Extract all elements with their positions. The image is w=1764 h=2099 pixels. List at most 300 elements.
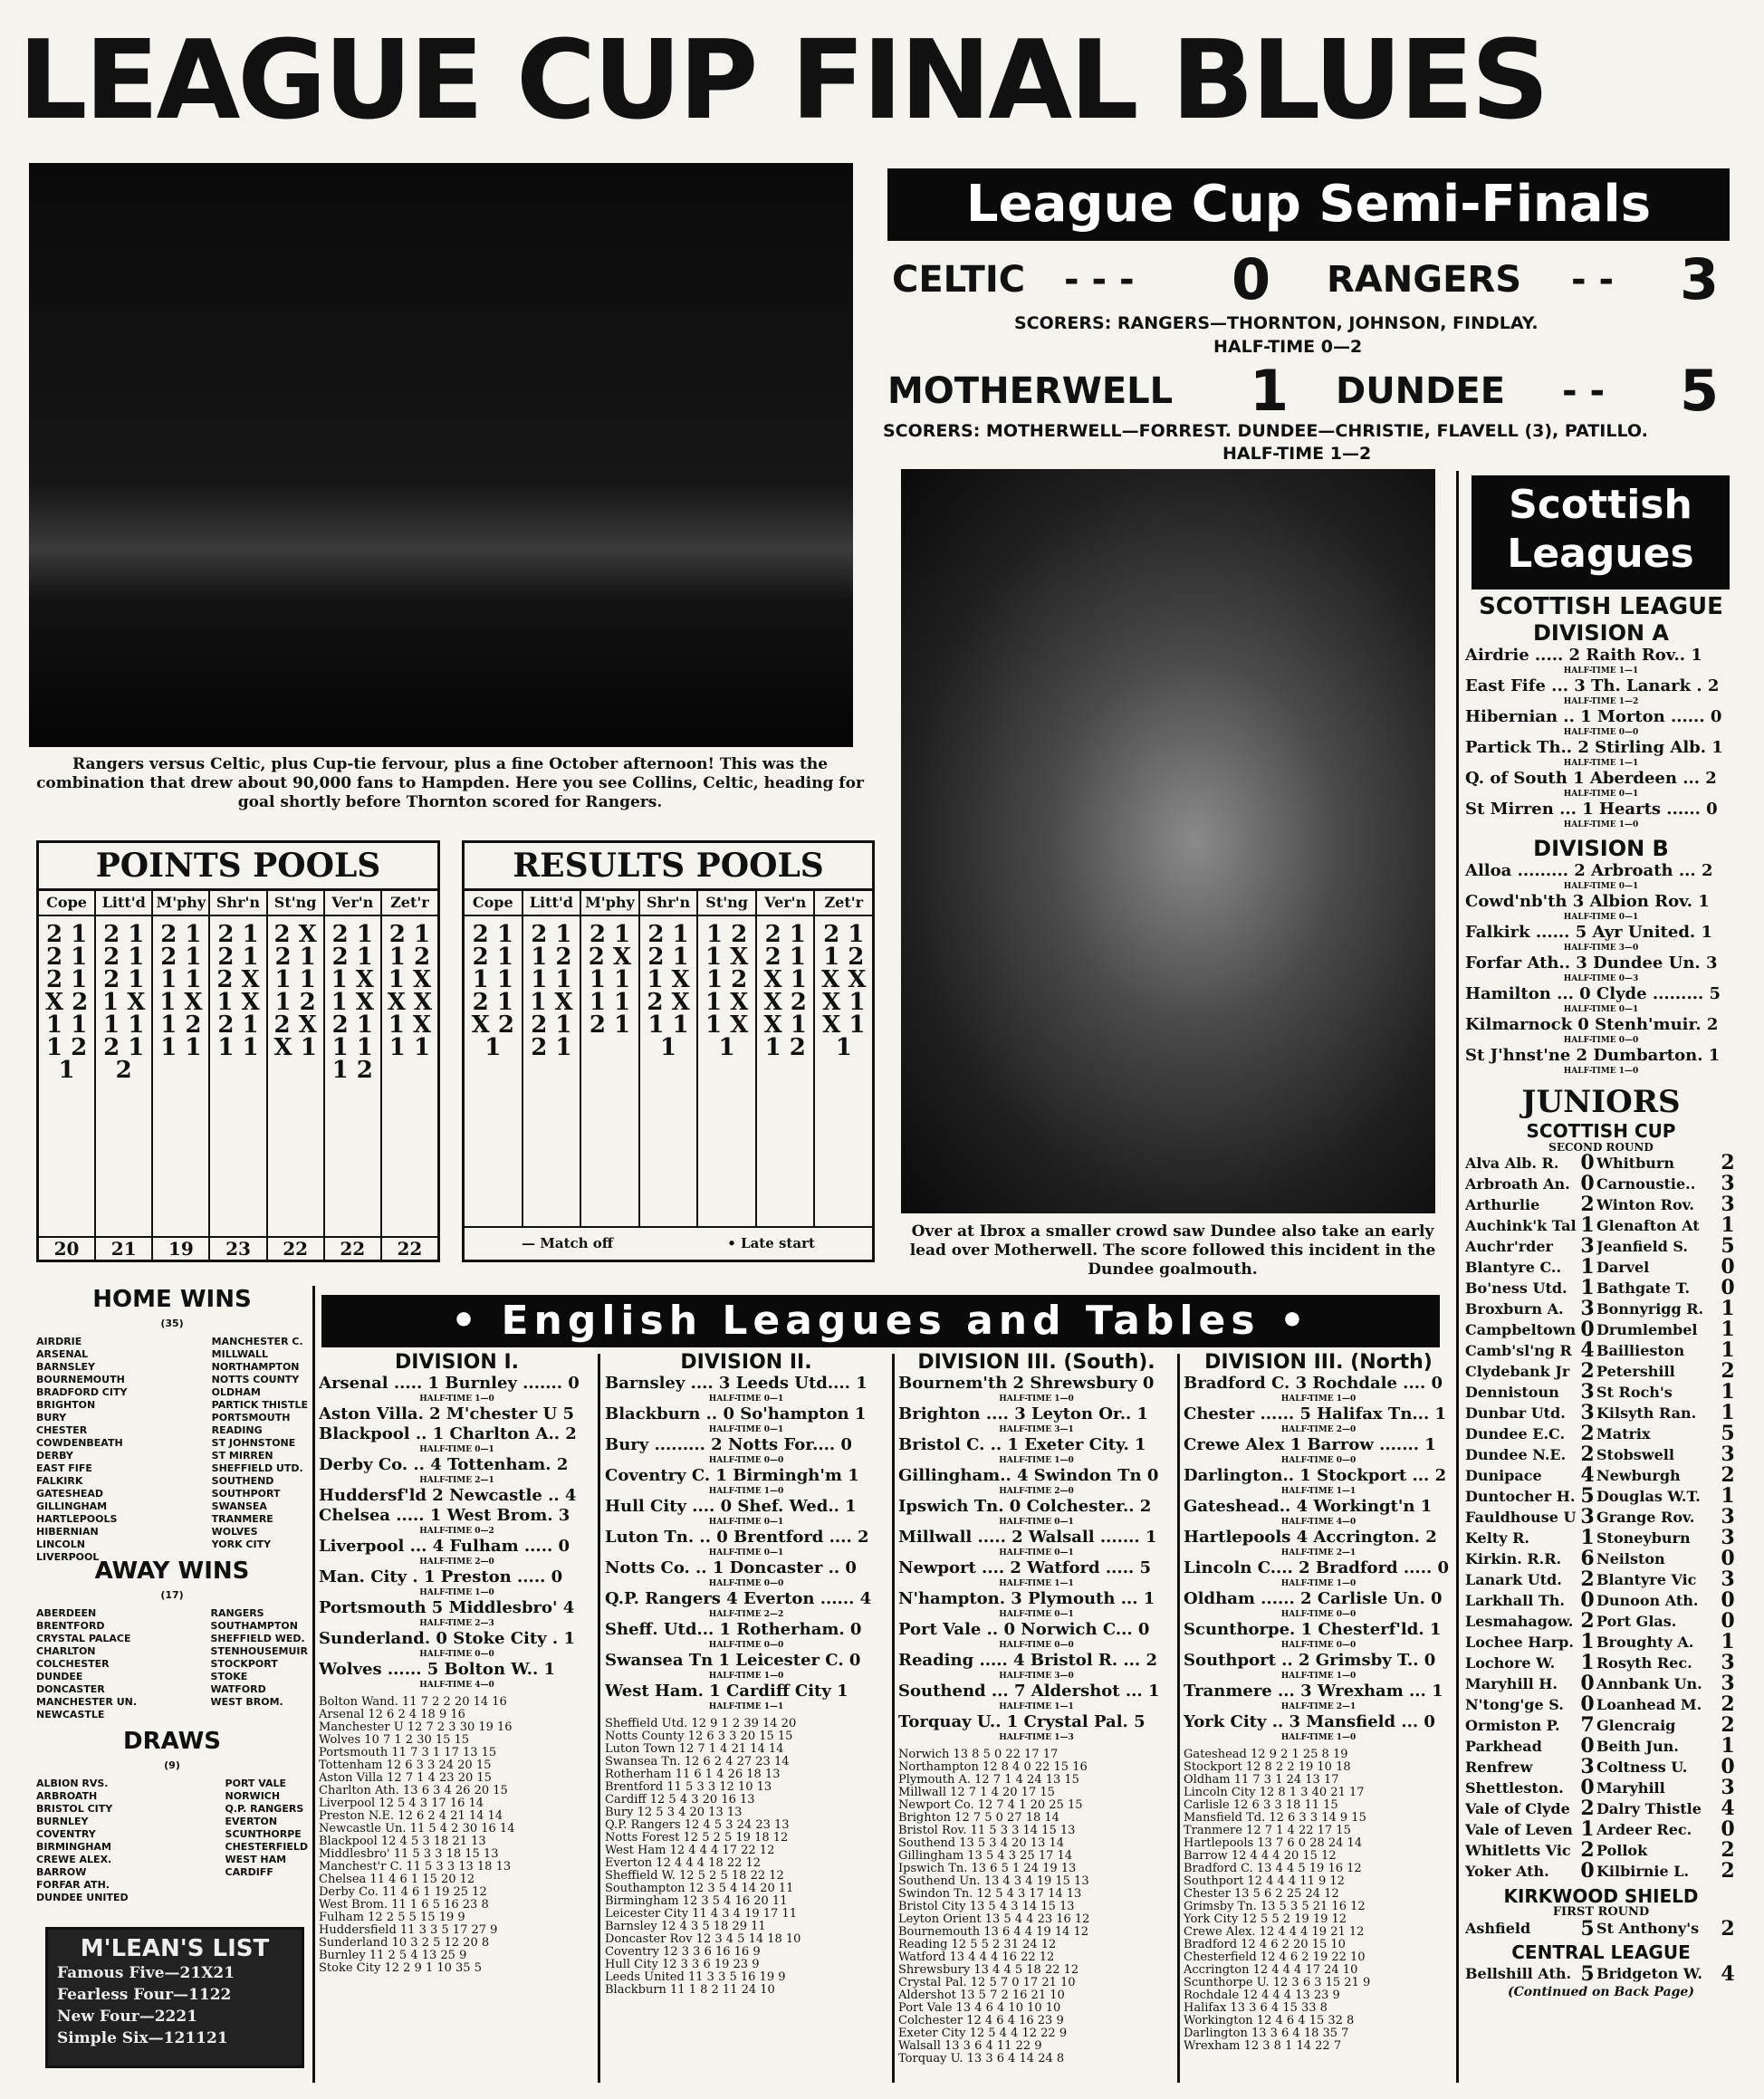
- home-wins-col-2: [212, 1336, 308, 1564]
- home-score: 3: [1580, 1401, 1595, 1424]
- list-item: MANCHESTER UN.: [36, 1696, 138, 1708]
- table-row: Accrington 12 4 4 4 17 24 10: [1184, 1963, 1358, 1977]
- table-row: Newport Co. 12 7 4 1 20 25 15: [898, 1798, 1083, 1812]
- list-item: WEST BROM.: [210, 1696, 283, 1708]
- table-row: Plymouth A. 12 7 1 4 24 13 15: [898, 1773, 1079, 1787]
- home-team: N'tong'ge S.: [1465, 1696, 1564, 1713]
- result-row: Arsenal ..... 1 Burnley ....... 0: [319, 1374, 580, 1393]
- table-row: Oldham 11 7 3 1 24 13 17: [1184, 1773, 1339, 1787]
- away-team: Carnoustie..: [1596, 1175, 1696, 1193]
- juniors-result-row: [1465, 1819, 1737, 1840]
- half-time: HALF-TIME 1—0: [999, 1395, 1074, 1404]
- home-score: 0: [1580, 1172, 1595, 1195]
- result-row: Lincoln C.... 2 Bradford ..... 0: [1184, 1558, 1450, 1577]
- home-score: 0: [1580, 1588, 1595, 1612]
- list-item: ARBROATH: [36, 1790, 98, 1802]
- result-row: Luton Tn. .. 0 Brentford .... 2: [605, 1528, 869, 1547]
- half-time: HALF-TIME 0—1: [999, 1610, 1074, 1619]
- home-team: Dundee N.E.: [1465, 1446, 1567, 1463]
- pool-notes: [465, 1226, 872, 1259]
- table-row: Southend 13 5 3 4 20 13 14: [898, 1836, 1064, 1850]
- points-pools-table: [36, 840, 440, 1262]
- list-item: CHESTER: [36, 1424, 88, 1436]
- away-team: Glenafton At: [1596, 1217, 1700, 1234]
- result-row: Bradford C. 3 Rochdale .... 0: [1184, 1374, 1443, 1393]
- away-team: Beith Jun.: [1596, 1738, 1679, 1755]
- table-row: Hull City 12 3 3 6 19 23 9: [605, 1958, 760, 1971]
- result-row: Torquay U.. 1 Crystal Pal. 5: [898, 1712, 1146, 1731]
- half-time: HALF-TIME 0—0: [708, 1579, 784, 1588]
- half-time: HALF-TIME 1—1: [999, 1579, 1074, 1588]
- result-row: Barnsley .... 3 Leeds Utd.... 1: [605, 1374, 868, 1393]
- table-row: Birmingham 12 3 5 4 16 20 11: [605, 1894, 788, 1908]
- pool-values: 2 1 1 2 1 1 1 X 2 1 2 1: [530, 921, 573, 1061]
- result-row: St Mirren ... 1 Hearts ...... 0: [1465, 800, 1718, 819]
- score-dashes: - - -: [1064, 259, 1135, 301]
- home-team: Alva Alb. R.: [1465, 1155, 1559, 1172]
- list-item: ARSENAL: [36, 1348, 89, 1360]
- half-time: HALF-TIME 2—3: [419, 1619, 494, 1628]
- table-row: Barnsley 12 4 3 5 18 29 11: [605, 1920, 766, 1933]
- away-team: Darvel: [1596, 1259, 1650, 1276]
- away-score: 0: [1721, 1755, 1735, 1778]
- half-time: HALF-TIME 3—0: [999, 1672, 1074, 1681]
- list-item: BRENTFORD: [36, 1620, 105, 1632]
- table-row: Everton 12 4 4 4 18 22 12: [605, 1856, 762, 1870]
- pool-total: 19: [153, 1236, 208, 1260]
- half-time: HALF-TIME 1—0: [1280, 1395, 1357, 1404]
- result-row: Man. City . 1 Preston ..... 0: [319, 1567, 563, 1586]
- table-row: Notts County 12 6 3 3 20 15 15: [605, 1730, 793, 1743]
- result-row: Brighton .... 3 Leyton Or.. 1: [898, 1404, 1149, 1423]
- away-team: Newburgh: [1596, 1467, 1681, 1484]
- list-item: TRANMERE: [211, 1513, 273, 1525]
- list-item: Q.P. RANGERS: [225, 1803, 304, 1815]
- table-row: Grimsby Tn. 13 5 3 5 21 16 12: [1184, 1900, 1366, 1913]
- pool-values: 2 1 2 1 2 1 X 2 1 1 1 2 1: [44, 921, 89, 1084]
- table-row: Arsenal 12 6 2 4 18 9 16: [319, 1708, 465, 1721]
- list-item: DONCASTER: [36, 1683, 105, 1695]
- juniors-result-row: [1465, 1299, 1737, 1319]
- table-row: Mansfield Td. 12 6 3 3 14 9 15: [1184, 1811, 1366, 1825]
- away-score: 3: [1721, 1442, 1735, 1466]
- half-time: HALF-TIME 0—0: [1563, 1036, 1639, 1045]
- juniors-result-row: [1465, 1673, 1737, 1694]
- table-row: Brentford 11 5 3 3 12 10 13: [605, 1780, 772, 1794]
- result-row: Blackpool .. 1 Charlton A.. 2: [319, 1424, 577, 1443]
- away-score: 1: [1721, 1484, 1735, 1508]
- juniors-result-row: [1465, 1548, 1737, 1569]
- half-time: HALF-TIME 2—1: [1280, 1548, 1357, 1557]
- away-score: 0: [1721, 1276, 1735, 1299]
- list-item: OLDHAM: [211, 1386, 261, 1398]
- juniors-result-row: [1465, 1465, 1737, 1486]
- home-score: 1: [1580, 1213, 1595, 1237]
- table-row: Walsall 13 3 6 4 11 22 9: [898, 2039, 1042, 2053]
- pool-total: 22: [325, 1236, 380, 1260]
- half-time: HALF-TIME 0—0: [708, 1456, 784, 1465]
- juniors-result-row: [1465, 1778, 1737, 1798]
- pool-values: 2 1 2 1 X 1 X 2 X 1 1 2: [763, 921, 807, 1061]
- home-team: Dunipace: [1465, 1467, 1542, 1484]
- half-time: HALF-TIME 2—0: [999, 1487, 1074, 1496]
- list-item: FALKIRK: [36, 1475, 83, 1487]
- table-row: Scunthorpe U. 12 3 6 3 15 21 9: [1184, 1976, 1371, 1989]
- pool-values: 2 1 2 1 1 1 2 1 X 2 1: [471, 921, 514, 1061]
- half-time: HALF-TIME 0—1: [1563, 913, 1639, 922]
- result-row: Bury ......... 2 Notts For.... 0: [605, 1435, 852, 1454]
- division-b-title: DIVISION B: [1533, 836, 1669, 861]
- half-time: HALF-TIME 0—0: [1280, 1610, 1357, 1619]
- list-item: SHEFFIELD WED.: [210, 1633, 305, 1644]
- result-row: Falkirk ...... 5 Ayr United. 1: [1465, 923, 1712, 942]
- home-score: 6: [1580, 1547, 1595, 1570]
- table-row: Gillingham 13 5 4 3 25 17 14: [898, 1849, 1073, 1863]
- list-item: SOUTHAMPTON: [210, 1620, 298, 1632]
- list-item: EVERTON: [225, 1816, 278, 1827]
- home-goals: 1: [1250, 358, 1289, 424]
- result-row: Crewe Alex 1 Barrow ....... 1: [1184, 1435, 1436, 1454]
- list-item: AIRDRIE: [36, 1336, 82, 1347]
- home-score: 3: [1580, 1380, 1595, 1404]
- half-time: HALF-TIME 1—0: [1280, 1733, 1357, 1742]
- home-team: Duntocher H.: [1465, 1488, 1576, 1505]
- table-row: Millwall 12 7 1 4 20 17 15: [898, 1786, 1055, 1799]
- list-item: SWANSEA: [211, 1500, 267, 1512]
- half-time: HALF-TIME 2—2: [708, 1610, 784, 1619]
- division-3-south: [898, 1351, 1174, 2065]
- half-time: HALF-TIME 1—2: [1563, 697, 1639, 706]
- home-team: Kelty R.: [1465, 1529, 1529, 1547]
- away-team: Kilbirnie L.: [1596, 1863, 1690, 1880]
- list-item: PARTICK THISTLE: [211, 1399, 308, 1411]
- scottish-cup-round: SECOND ROUND: [1548, 1141, 1654, 1154]
- table-row: Southend Un. 13 4 3 4 19 15 13: [898, 1874, 1089, 1888]
- table-row: Gateshead 12 9 2 1 25 8 19: [1184, 1748, 1348, 1761]
- table-row: Darlington 13 3 6 4 18 35 7: [1184, 2027, 1349, 2040]
- away-team: Glencraig: [1596, 1717, 1676, 1734]
- list-item: COLCHESTER: [36, 1658, 110, 1670]
- table-row: Barrow 12 4 4 4 20 15 12: [1184, 1849, 1337, 1863]
- scottish-league-title: SCOTTISH LEAGUE: [1479, 593, 1723, 620]
- result-row: Hull City .... 0 Shef. Wed.. 1: [605, 1497, 857, 1516]
- pool-total: 23: [210, 1236, 265, 1260]
- home-team: Dunbar Utd.: [1465, 1404, 1566, 1422]
- half-time-celtic-rangers: HALF-TIME 0—2: [1213, 337, 1363, 357]
- result-row: Notts Co. .. 1 Doncaster .. 0: [605, 1558, 857, 1577]
- table-row: Shrewsbury 13 4 4 5 18 22 12: [898, 1963, 1079, 1977]
- pool-column-cope: Cope 2 1 2 1 1 1 2 1 X 2 1: [465, 891, 523, 1226]
- away-score: 1: [1721, 1401, 1735, 1424]
- home-wins-count: (35): [160, 1318, 184, 1329]
- table-row: Swindon Tn. 12 5 4 3 17 14 13: [898, 1887, 1082, 1901]
- away-team: Pollok: [1596, 1842, 1648, 1859]
- away-score: 5: [1721, 1234, 1735, 1258]
- list-item: SCUNTHORPE: [225, 1828, 302, 1840]
- result-row: Gateshead.. 4 Workingt'n 1: [1184, 1497, 1433, 1516]
- pool-total: 20: [39, 1236, 94, 1260]
- half-time: HALF-TIME 0—3: [1563, 974, 1639, 983]
- home-score: 2: [1580, 1567, 1595, 1591]
- table-row: Bristol City 13 5 4 3 14 15 13: [898, 1900, 1075, 1913]
- list-item: HARTLEPOOLS: [36, 1513, 118, 1525]
- juniors-result-row: [1465, 1257, 1737, 1278]
- pool-values: 2 1 2 1 1 X 2 X 1 1 1: [647, 921, 690, 1061]
- juniors-result-row: [1465, 1694, 1737, 1715]
- half-time: HALF-TIME 1—1: [1563, 759, 1639, 768]
- table-row: Crewe Alex. 12 4 4 4 19 21 12: [1184, 1925, 1365, 1939]
- mleans-list-title: M'LEAN'S LIST: [80, 1935, 270, 1962]
- result-row: N'hampton. 3 Plymouth ... 1: [898, 1589, 1155, 1608]
- result-row: Kilmarnock 0 Stenh'muir. 2: [1465, 1015, 1719, 1034]
- home-score: 1: [1580, 1526, 1595, 1549]
- home-team: Larkhall Th.: [1465, 1592, 1565, 1609]
- half-time: HALF-TIME 4—0: [419, 1681, 494, 1690]
- result-row: Wolves ...... 5 Bolton W.. 1: [319, 1660, 556, 1679]
- juniors-result-row: [1465, 1278, 1737, 1299]
- home-score: 0: [1580, 1151, 1595, 1174]
- home-team: MOTHERWELL: [887, 370, 1174, 412]
- half-time: HALF-TIME 2—0: [1280, 1425, 1357, 1434]
- away-score: 3: [1721, 1526, 1735, 1549]
- list-item: STOCKPORT: [210, 1658, 278, 1670]
- away-score: 2: [1721, 1359, 1735, 1383]
- away-goals: 3: [1680, 246, 1720, 312]
- draws-title: DRAWS: [123, 1728, 221, 1755]
- table-row: Southport 12 4 4 4 11 9 12: [1184, 1874, 1345, 1888]
- half-time: HALF-TIME 1—3: [999, 1733, 1074, 1742]
- half-time: HALF-TIME 0—0: [708, 1641, 784, 1650]
- list-item: WEST HAM: [225, 1854, 287, 1865]
- result-row: Alloa ......... 2 Arbroath ... 2: [1465, 861, 1713, 880]
- scorers-motherwell-dundee: SCORERS: MOTHERWELL—FORREST. DUNDEE—CHRISTIE, FLAVELL (3), PATILLO.: [883, 421, 1648, 441]
- juniors-result-row: [1465, 1423, 1737, 1444]
- late-start-note: • Late start: [727, 1235, 815, 1251]
- result-row: Hartlepools 4 Accrington. 2: [1184, 1528, 1437, 1547]
- home-score: 0: [1580, 1734, 1595, 1758]
- table-row: Torquay U. 13 3 6 4 14 24 8: [898, 2052, 1065, 2065]
- pool-total: 21: [96, 1236, 151, 1260]
- half-time: HALF-TIME 0—0: [1280, 1456, 1357, 1465]
- home-team: Camb'sl'ng R: [1465, 1342, 1572, 1359]
- central-league-result: Bellshill Ath. 5 Bridgeton W. 4: [1465, 1962, 1735, 1986]
- division-title: DIVISION III. (North): [1204, 1351, 1433, 1374]
- table-row: Leicester City 11 4 3 4 19 17 11: [605, 1907, 797, 1921]
- home-team: Clydebank Jr: [1465, 1363, 1570, 1380]
- draws-col-1: [36, 1778, 129, 1904]
- mleans-list-rows: [48, 1962, 302, 2049]
- away-team: Port Glas.: [1596, 1613, 1677, 1630]
- table-row: Newcastle Un. 11 5 4 2 30 16 14: [319, 1822, 515, 1835]
- away-score: 0: [1721, 1588, 1735, 1612]
- juniors-result-row: [1465, 1528, 1737, 1548]
- home-team: Arthurlie: [1465, 1196, 1540, 1213]
- juniors-result-row: [1465, 1590, 1737, 1611]
- away-score: 5: [1721, 1422, 1735, 1445]
- table-row: West Brom. 11 1 6 5 16 23 8: [319, 1898, 489, 1912]
- table-row: Crystal Pal. 12 5 7 0 17 21 10: [898, 1976, 1076, 1989]
- list-item: FORFAR ATH.: [36, 1879, 110, 1891]
- home-team: Bo'ness Utd.: [1465, 1280, 1567, 1297]
- away-score: 1: [1721, 1338, 1735, 1362]
- away-score: 2: [1721, 1859, 1735, 1883]
- table-row: Chester 13 5 6 2 25 24 12: [1184, 1887, 1339, 1901]
- away-score: 2: [1721, 1838, 1735, 1862]
- home-score: 3: [1580, 1505, 1595, 1529]
- list-item: NORWICH: [225, 1790, 281, 1802]
- home-score: 1: [1580, 1255, 1595, 1279]
- home-team: Arbroath An.: [1465, 1175, 1570, 1193]
- table-row: Cardiff 12 5 4 3 20 16 13: [605, 1793, 755, 1807]
- result-row: Southport .. 2 Grimsby T.. 0: [1184, 1651, 1436, 1670]
- half-time: HALF-TIME 3—0: [1563, 944, 1639, 953]
- division-title: DIVISION III. (South).: [917, 1351, 1155, 1374]
- pool-total: 22: [268, 1236, 323, 1260]
- result-row: Scunthorpe. 1 Chesterf'ld. 1: [1184, 1620, 1442, 1639]
- list-item: BURY: [36, 1412, 67, 1423]
- result-row: York City .. 3 Mansfield ... 0: [1184, 1712, 1435, 1731]
- away-team: Matrix: [1596, 1425, 1651, 1442]
- table-row: Southampton 12 3 5 4 14 20 11: [605, 1882, 794, 1895]
- draws-col-2: [225, 1778, 308, 1904]
- result-row: Sheff. Utd... 1 Rotherham. 0: [605, 1620, 862, 1639]
- half-time: HALF-TIME 0—0: [1280, 1641, 1357, 1650]
- home-team: Vale of Clyde: [1465, 1800, 1570, 1817]
- pool-column-cope: Cope 2 1 2 1 2 1 X 2 1 1 1 2 1 20: [39, 891, 96, 1260]
- juniors-result-row: [1465, 1444, 1737, 1465]
- home-score: 1: [1580, 1630, 1595, 1653]
- table-row: Portsmouth 11 7 3 1 17 13 15: [319, 1746, 497, 1759]
- table-row: Manchest'r C. 11 5 3 3 13 18 13: [319, 1860, 512, 1874]
- home-team: CELTIC: [892, 259, 1026, 301]
- home-score: 0: [1580, 1776, 1595, 1799]
- list-item: NOTTS COUNTY: [211, 1374, 300, 1385]
- table-row: Tranmere 12 7 1 4 22 17 15: [1184, 1824, 1351, 1837]
- juniors-result-row: [1465, 1653, 1737, 1673]
- result-row: Q.P. Rangers 4 Everton ...... 4: [605, 1589, 872, 1608]
- home-team: Ormiston P.: [1465, 1717, 1560, 1734]
- home-score: 3: [1580, 1234, 1595, 1258]
- home-team: Kirkin. R.R.: [1465, 1550, 1562, 1567]
- away-score: 3: [1721, 1651, 1735, 1674]
- table-row: Derby Co. 11 4 6 1 19 25 12: [319, 1885, 487, 1899]
- half-time: HALF-TIME 0—1: [708, 1395, 784, 1404]
- table-row: Bradford 12 4 6 2 20 15 10: [1184, 1938, 1346, 1951]
- pool-column-shrn: Shr'n 2 1 2 1 2 X 1 X 2 1 1 1 23: [210, 891, 267, 1260]
- home-team: Campbeltown: [1465, 1321, 1577, 1338]
- result-row: Gillingham.. 4 Swindon Tn 0: [898, 1466, 1159, 1485]
- table-row: Notts Forest 12 5 2 5 19 18 12: [605, 1831, 789, 1845]
- pool-values: 1 2 1 X 1 2 1 X 1 X 1: [705, 921, 749, 1061]
- list-item: ALBION RVS.: [36, 1778, 109, 1789]
- home-team: Parkhead: [1465, 1738, 1542, 1755]
- away-score: 0: [1721, 1609, 1735, 1633]
- list-item: PORT VALE: [225, 1778, 287, 1789]
- pool-column-shrn: Shr'n 2 1 2 1 1 X 2 X 1 1 1: [640, 891, 699, 1226]
- half-time: HALF-TIME 1—0: [419, 1395, 494, 1404]
- pool-values: 2 X 2 1 1 1 1 2 2 X X 1: [273, 921, 317, 1061]
- half-time: HALF-TIME 1—0: [999, 1456, 1074, 1465]
- motherwell-dundee-caption: Over at Ibrox a smaller crowd saw Dundee also take an early lead over Motherwell. The score followed this incident in the Dundee goalmouth.: [909, 1222, 1436, 1279]
- table-row: Liverpool 12 5 4 3 17 16 14: [319, 1797, 484, 1810]
- result-row: Ipswich Tn. 0 Colchester.. 2: [898, 1497, 1152, 1516]
- league-table: [898, 1749, 1174, 2065]
- home-score: 4: [1580, 1463, 1595, 1487]
- half-time: HALF-TIME 0—1: [708, 1425, 784, 1434]
- away-wins-list: [36, 1607, 308, 1721]
- away-team: Baillieston: [1596, 1342, 1685, 1359]
- table-row: Doncaster Rov 12 3 4 5 14 18 10: [605, 1932, 801, 1946]
- away-team: Grange Rov.: [1596, 1509, 1695, 1526]
- home-score: 1: [1580, 1817, 1595, 1841]
- home-team: Lochee Harp.: [1465, 1634, 1574, 1651]
- table-row: Brighton 12 7 5 0 27 18 14: [898, 1811, 1059, 1825]
- home-wins-title: HOME WINS: [92, 1286, 252, 1313]
- rangers-celtic-photo: [29, 163, 853, 747]
- juniors-result-row: [1465, 1715, 1737, 1736]
- table-row: Colchester 12 4 6 4 16 23 9: [898, 2014, 1064, 2027]
- table-row: Bournemouth 13 6 4 4 19 14 12: [898, 1925, 1089, 1939]
- table-row: Stockport 12 8 2 2 19 10 18: [1184, 1760, 1351, 1774]
- half-time: HALF-TIME 4—0: [1280, 1518, 1357, 1527]
- list-item: SOUTHEND: [211, 1475, 274, 1487]
- kirkwood-shield-round: FIRST ROUND: [1552, 1905, 1650, 1919]
- pool-values: 2 1 2 1 2 1 1 X 1 1 2 1 2: [102, 921, 146, 1084]
- list-item: ABERDEEN: [36, 1607, 97, 1619]
- table-row: Manchester U 12 7 2 3 30 19 16: [319, 1720, 513, 1734]
- juniors-result-row: [1465, 1361, 1737, 1382]
- home-team: Dundee E.C.: [1465, 1425, 1566, 1442]
- home-score: 0: [1580, 1318, 1595, 1341]
- results-pools-title: RESULTS POOLS: [465, 843, 872, 891]
- away-team: Annbank Un.: [1596, 1675, 1702, 1692]
- juniors-result-row: [1465, 1174, 1737, 1194]
- table-row: Norwich 13 8 5 0 22 17 17: [898, 1748, 1059, 1761]
- table-row: Aston Villa 12 7 1 4 23 20 15: [319, 1771, 492, 1785]
- away-goals: 5: [1680, 358, 1720, 424]
- away-score: 0: [1721, 1255, 1735, 1279]
- result-row: Southend ... 7 Aldershot ... 1: [898, 1682, 1160, 1701]
- half-time: HALF-TIME 1—0: [1563, 820, 1639, 829]
- away-score: 1: [1721, 1213, 1735, 1237]
- home-team: Lochore W.: [1465, 1654, 1556, 1672]
- mleans-list-row: Simple Six—121121: [57, 2029, 228, 2047]
- table-row: Fulham 12 2 5 5 15 19 9: [319, 1911, 465, 1924]
- half-time: HALF-TIME 0—1: [1563, 1005, 1639, 1014]
- home-score: 1: [1580, 1651, 1595, 1674]
- pool-column-mphy: M'phy 2 1 2 X 1 1 1 1 2 1: [581, 891, 640, 1226]
- pool-values: 2 1 2 1 2 X 1 X 2 1 1 1: [216, 921, 260, 1061]
- semi-final-celtic-rangers: [892, 246, 1739, 319]
- list-item: SHEFFIELD UTD.: [211, 1462, 303, 1474]
- semi-finals-banner: League Cup Semi-Finals: [887, 168, 1730, 241]
- list-item: HIBERNIAN: [36, 1526, 99, 1538]
- list-item: BIRMINGHAM: [36, 1841, 111, 1853]
- list-item: CRYSTAL PALACE: [36, 1633, 131, 1644]
- kirkwood-result: Ashfield 5 St Anthony's 2: [1465, 1917, 1735, 1941]
- half-time: HALF-TIME 0—1: [999, 1518, 1074, 1527]
- away-team: RANGERS: [1327, 259, 1521, 301]
- half-time: HALF-TIME 1—0: [1280, 1672, 1357, 1681]
- home-score: 2: [1580, 1359, 1595, 1383]
- league-table: [319, 1696, 595, 1975]
- half-time: HALF-TIME 1—0: [708, 1672, 784, 1681]
- table-row: Q.P. Rangers 12 4 5 3 24 23 13: [605, 1818, 790, 1832]
- division-a-title: DIVISION A: [1533, 620, 1669, 646]
- result-row: Hamilton ... 0 Clyde ......... 5: [1465, 984, 1721, 1003]
- home-team: Dennistoun: [1465, 1384, 1559, 1401]
- table-row: Leeds United 11 3 3 5 16 19 9: [605, 1970, 786, 1984]
